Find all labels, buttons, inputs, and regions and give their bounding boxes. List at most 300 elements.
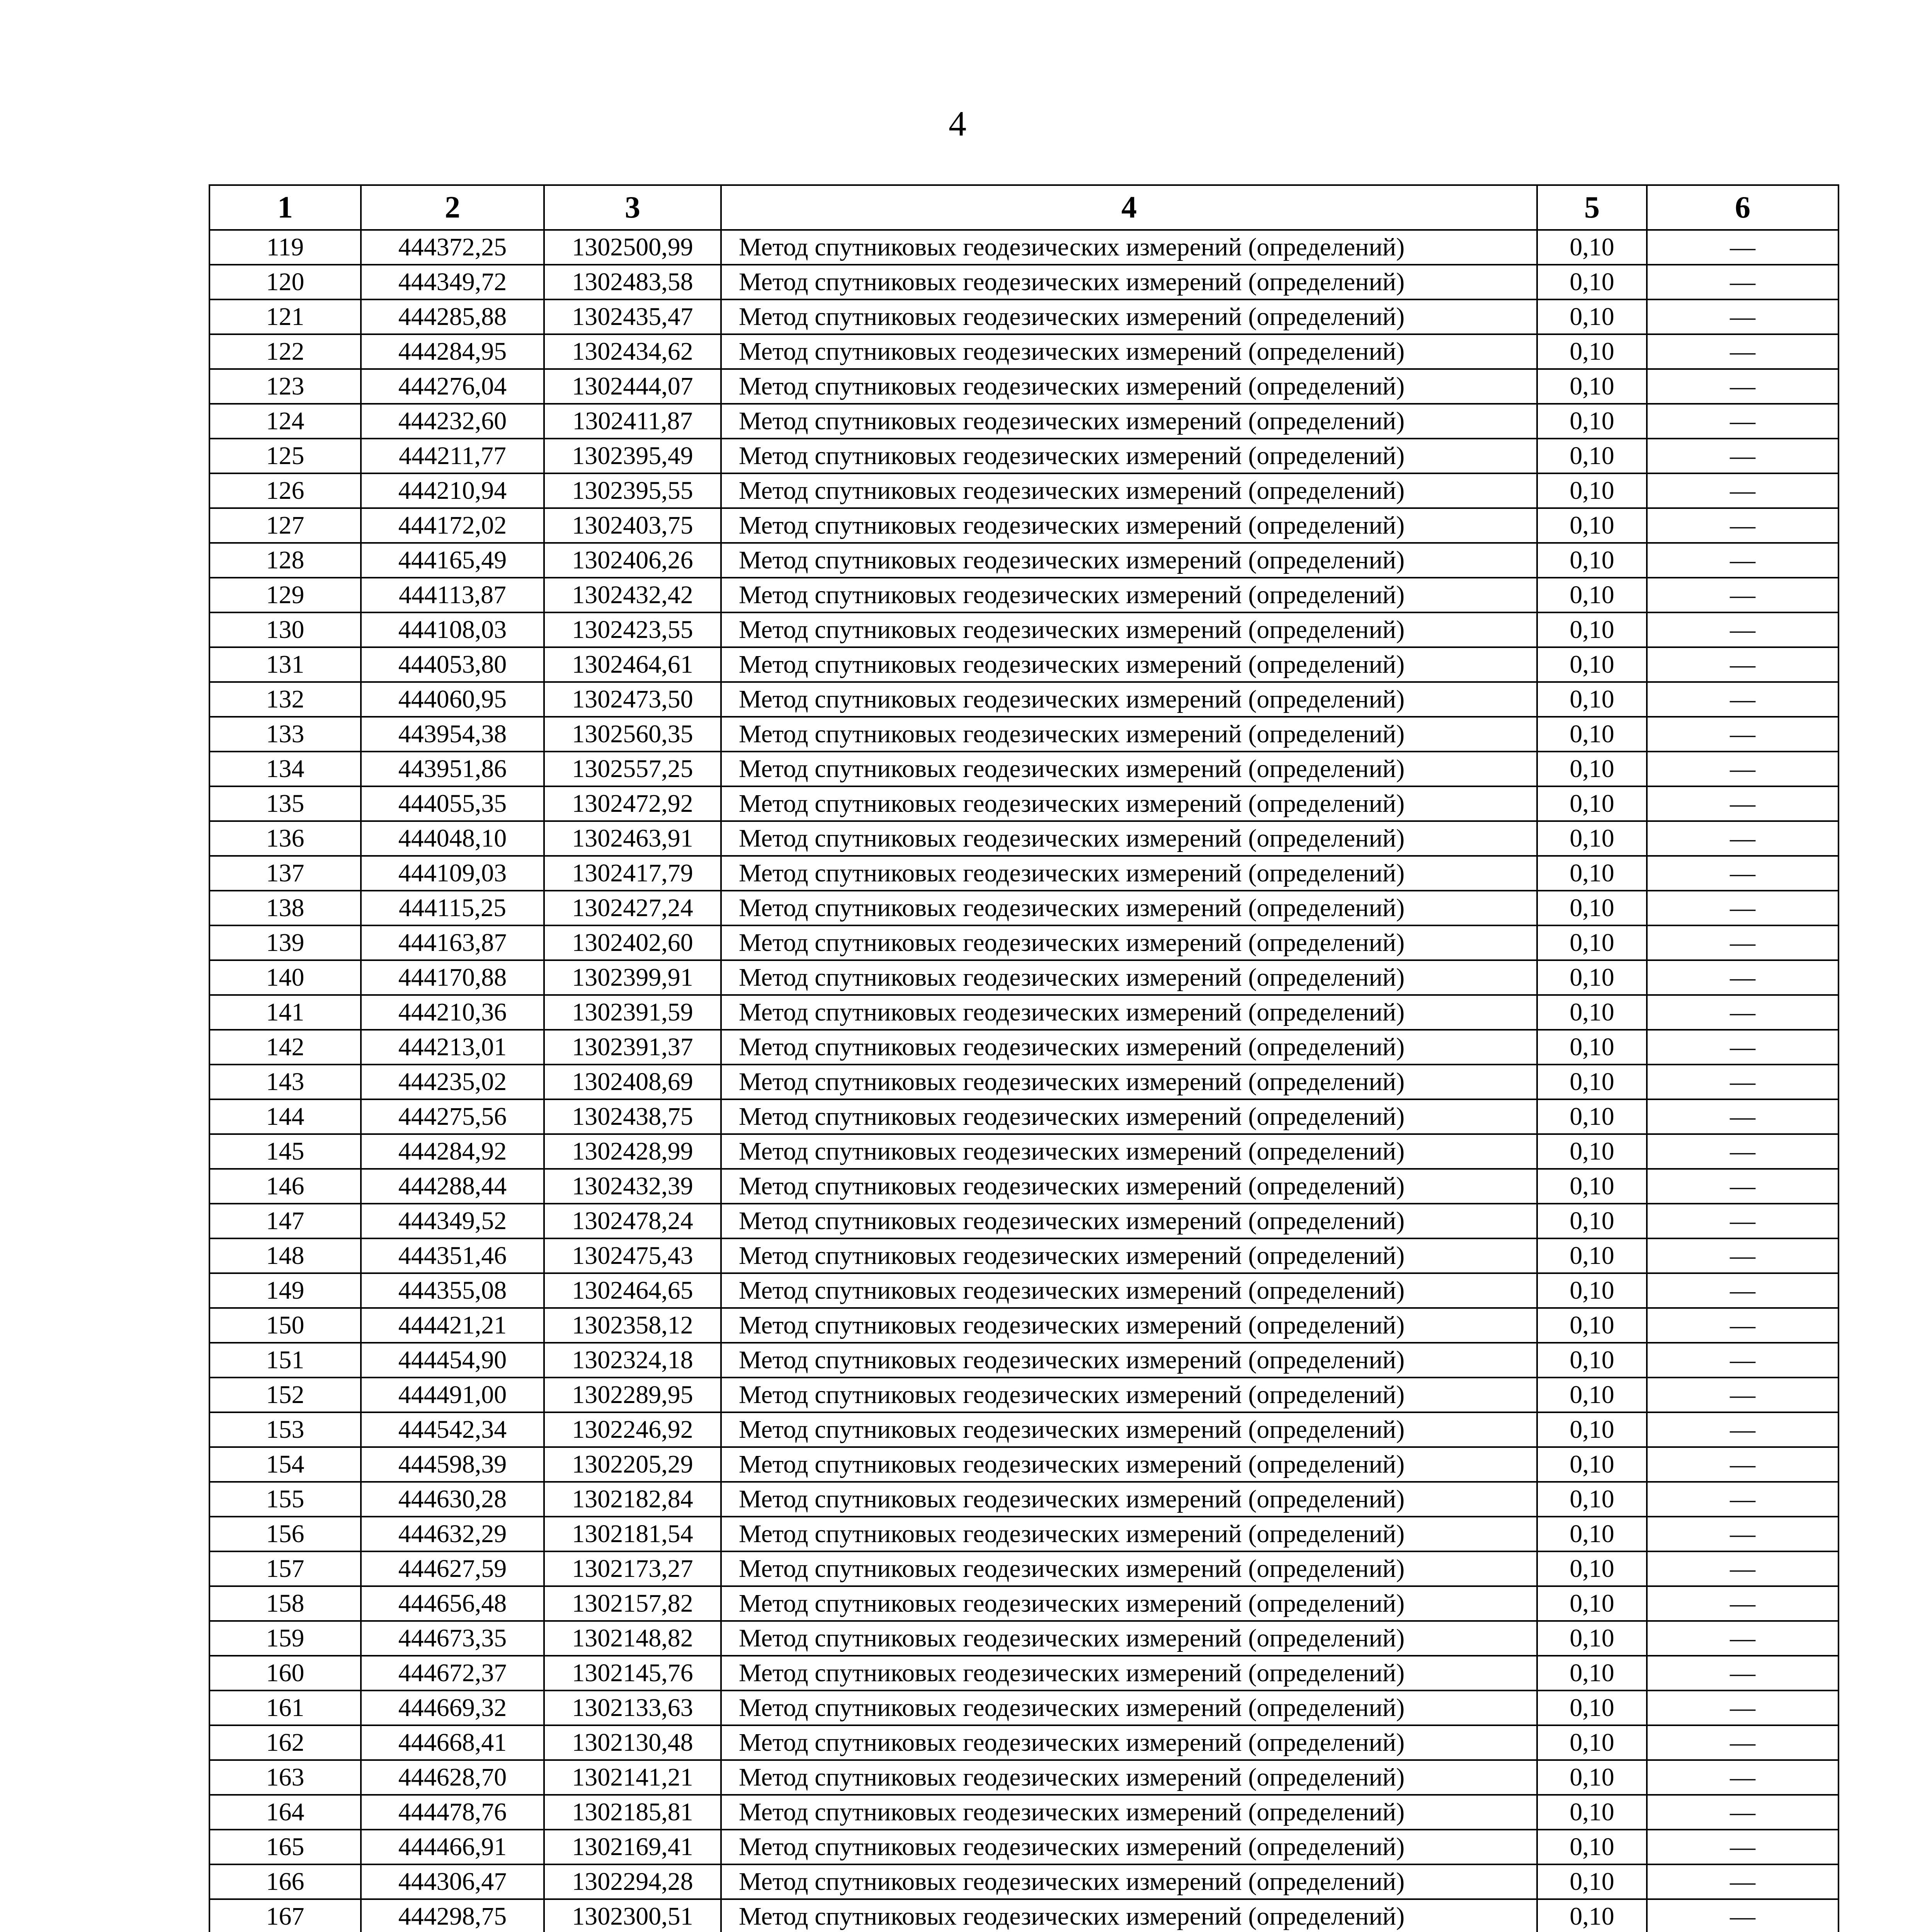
x-coordinate-cell: 444284,92 [361,1134,544,1169]
table-row [209,1447,1838,1482]
y-coordinate-cell: 1302391,59 [544,995,721,1030]
note-cell: — [1647,856,1838,891]
y-coordinate-cell: 1302182,84 [544,1482,721,1517]
method-cell: Метод спутниковых геодезических измерений (определений) [721,1447,1537,1482]
x-coordinate-cell: 444542,34 [361,1412,544,1447]
y-coordinate-cell: 1302173,27 [544,1551,721,1586]
accuracy-cell: 0,10 [1537,1134,1647,1169]
point-number-cell: 166 [209,1864,361,1899]
point-number-cell: 161 [209,1690,361,1725]
method-cell: Метод спутниковых геодезических измерений (определений) [721,925,1537,960]
table-row [209,1134,1838,1169]
column-header: 1 [209,185,361,230]
method-cell: Метод спутниковых геодезических измерений (определений) [721,1899,1537,1932]
note-cell: — [1647,1065,1838,1099]
accuracy-cell: 0,10 [1537,265,1647,299]
note-cell: — [1647,925,1838,960]
x-coordinate-cell: 444285,88 [361,299,544,334]
x-coordinate-cell: 444466,91 [361,1830,544,1864]
x-coordinate-cell: 444668,41 [361,1725,544,1760]
y-coordinate-cell: 1302475,43 [544,1238,721,1273]
method-cell: Метод спутниковых геодезических измерений (определений) [721,1795,1537,1830]
note-cell: — [1647,821,1838,856]
accuracy-cell: 0,10 [1537,1169,1647,1204]
method-cell: Метод спутниковых геодезических измерений (определений) [721,1690,1537,1725]
table-row [209,1517,1838,1551]
point-number-cell: 131 [209,647,361,682]
column-header: 2 [361,185,544,230]
x-coordinate-cell: 444298,75 [361,1899,544,1932]
point-number-cell: 150 [209,1308,361,1343]
x-coordinate-cell: 444210,36 [361,995,544,1030]
point-number-cell: 146 [209,1169,361,1204]
note-cell: — [1647,717,1838,752]
note-cell: — [1647,265,1838,299]
method-cell: Метод спутниковых геодезических измерений (определений) [721,1586,1537,1621]
point-number-cell: 141 [209,995,361,1030]
x-coordinate-cell: 444478,76 [361,1795,544,1830]
x-coordinate-cell: 444672,37 [361,1656,544,1690]
accuracy-cell: 0,10 [1537,1482,1647,1517]
table-row [209,856,1838,891]
x-coordinate-cell: 444053,80 [361,647,544,682]
x-coordinate-cell: 444491,00 [361,1378,544,1412]
method-cell: Метод спутниковых геодезических измерений (определений) [721,1517,1537,1551]
note-cell: — [1647,995,1838,1030]
x-coordinate-cell: 444109,03 [361,856,544,891]
table-row [209,230,1838,265]
method-cell: Метод спутниковых геодезических измерений (определений) [721,1099,1537,1134]
y-coordinate-cell: 1302423,55 [544,612,721,647]
y-coordinate-cell: 1302432,39 [544,1169,721,1204]
note-cell: — [1647,1656,1838,1690]
accuracy-cell: 0,10 [1537,995,1647,1030]
table-row [209,1690,1838,1725]
column-header: 6 [1647,185,1838,230]
point-number-cell: 149 [209,1273,361,1308]
x-coordinate-cell: 444630,28 [361,1482,544,1517]
point-number-cell: 144 [209,1099,361,1134]
x-coordinate-cell: 444454,90 [361,1343,544,1378]
table-row [209,1169,1838,1204]
x-coordinate-cell: 444060,95 [361,682,544,717]
point-number-cell: 124 [209,404,361,439]
point-number-cell: 159 [209,1621,361,1656]
note-cell: — [1647,647,1838,682]
note-cell: — [1647,1204,1838,1238]
x-coordinate-cell: 444372,25 [361,230,544,265]
accuracy-cell: 0,10 [1537,752,1647,786]
table-row [209,891,1838,925]
accuracy-cell: 0,10 [1537,1273,1647,1308]
column-header: 4 [721,185,1537,230]
note-cell: — [1647,1238,1838,1273]
note-cell: — [1647,334,1838,369]
note-cell: — [1647,1586,1838,1621]
page-number: 4 [949,104,966,143]
note-cell: — [1647,1690,1838,1725]
table-row [209,1273,1838,1308]
accuracy-cell: 0,10 [1537,612,1647,647]
table-row [209,647,1838,682]
table-row [209,717,1838,752]
point-number-cell: 156 [209,1517,361,1551]
table-header-row [209,185,1838,230]
point-number-cell: 160 [209,1656,361,1690]
accuracy-cell: 0,10 [1537,960,1647,995]
point-number-cell: 127 [209,508,361,543]
note-cell: — [1647,473,1838,508]
point-number-cell: 155 [209,1482,361,1517]
x-coordinate-cell: 444632,29 [361,1517,544,1551]
point-number-cell: 154 [209,1447,361,1482]
table-row [209,334,1838,369]
point-number-cell: 140 [209,960,361,995]
point-number-cell: 138 [209,891,361,925]
table-body [209,230,1838,1932]
y-coordinate-cell: 1302432,42 [544,578,721,612]
method-cell: Метод спутниковых геодезических измерений (определений) [721,1065,1537,1099]
accuracy-cell: 0,10 [1537,439,1647,473]
point-number-cell: 122 [209,334,361,369]
point-number-cell: 164 [209,1795,361,1830]
x-coordinate-cell: 444232,60 [361,404,544,439]
x-coordinate-cell: 444213,01 [361,1030,544,1065]
table-row [209,752,1838,786]
table-row [209,1412,1838,1447]
note-cell: — [1647,230,1838,265]
note-cell: — [1647,543,1838,578]
table-row [209,612,1838,647]
accuracy-cell: 0,10 [1537,1065,1647,1099]
accuracy-cell: 0,10 [1537,508,1647,543]
accuracy-cell: 0,10 [1537,717,1647,752]
note-cell: — [1647,299,1838,334]
note-cell: — [1647,682,1838,717]
y-coordinate-cell: 1302141,21 [544,1760,721,1795]
x-coordinate-cell: 444055,35 [361,786,544,821]
point-number-cell: 137 [209,856,361,891]
method-cell: Метод спутниковых геодезических измерений (определений) [721,1760,1537,1795]
x-coordinate-cell: 444165,49 [361,543,544,578]
note-cell: — [1647,1517,1838,1551]
accuracy-cell: 0,10 [1537,891,1647,925]
note-cell: — [1647,891,1838,925]
column-header: 5 [1537,185,1647,230]
point-number-cell: 143 [209,1065,361,1099]
x-coordinate-cell: 444627,59 [361,1551,544,1586]
accuracy-cell: 0,10 [1537,1343,1647,1378]
accuracy-cell: 0,10 [1537,1864,1647,1899]
point-number-cell: 119 [209,230,361,265]
table-row [209,1899,1838,1932]
table-row [209,821,1838,856]
table-row [209,995,1838,1030]
y-coordinate-cell: 1302181,54 [544,1517,721,1551]
accuracy-cell: 0,10 [1537,682,1647,717]
column-header: 3 [544,185,721,230]
method-cell: Метод спутниковых геодезических измерений (определений) [721,1273,1537,1308]
y-coordinate-cell: 1302463,91 [544,821,721,856]
y-coordinate-cell: 1302473,50 [544,682,721,717]
note-cell: — [1647,1760,1838,1795]
method-cell: Метод спутниковых геодезических измерений (определений) [721,265,1537,299]
point-number-cell: 151 [209,1343,361,1378]
accuracy-cell: 0,10 [1537,1830,1647,1864]
x-coordinate-cell: 444048,10 [361,821,544,856]
note-cell: — [1647,1169,1838,1204]
table-row [209,1482,1838,1517]
y-coordinate-cell: 1302483,58 [544,265,721,299]
point-number-cell: 153 [209,1412,361,1447]
table-row [209,1378,1838,1412]
accuracy-cell: 0,10 [1537,821,1647,856]
table-row [209,1238,1838,1273]
accuracy-cell: 0,10 [1537,1099,1647,1134]
x-coordinate-cell: 444235,02 [361,1065,544,1099]
table-row [209,960,1838,995]
method-cell: Метод спутниковых геодезических измерений (определений) [721,578,1537,612]
accuracy-cell: 0,10 [1537,543,1647,578]
point-number-cell: 157 [209,1551,361,1586]
point-number-cell: 136 [209,821,361,856]
accuracy-cell: 0,10 [1537,334,1647,369]
table-row [209,543,1838,578]
y-coordinate-cell: 1302444,07 [544,369,721,404]
method-cell: Метод спутниковых геодезических измерений (определений) [721,821,1537,856]
x-coordinate-cell: 444276,04 [361,369,544,404]
x-coordinate-cell: 444288,44 [361,1169,544,1204]
x-coordinate-cell: 444306,47 [361,1864,544,1899]
y-coordinate-cell: 1302411,87 [544,404,721,439]
point-number-cell: 145 [209,1134,361,1169]
point-number-cell: 135 [209,786,361,821]
table-row [209,1343,1838,1378]
method-cell: Метод спутниковых геодезических измерений (определений) [721,1725,1537,1760]
y-coordinate-cell: 1302294,28 [544,1864,721,1899]
table-row [209,1551,1838,1586]
method-cell: Метод спутниковых геодезических измерений (определений) [721,995,1537,1030]
note-cell: — [1647,1551,1838,1586]
method-cell: Метод спутниковых геодезических измерений (определений) [721,1412,1537,1447]
accuracy-cell: 0,10 [1537,1899,1647,1932]
method-cell: Метод спутниковых геодезических измерений (определений) [721,1864,1537,1899]
note-cell: — [1647,1273,1838,1308]
x-coordinate-cell: 444170,88 [361,960,544,995]
method-cell: Метод спутниковых геодезических измерений (определений) [721,1656,1537,1690]
note-cell: — [1647,1134,1838,1169]
y-coordinate-cell: 1302358,12 [544,1308,721,1343]
y-coordinate-cell: 1302133,63 [544,1690,721,1725]
table-row [209,1830,1838,1864]
method-cell: Метод спутниковых геодезических измерений (определений) [721,508,1537,543]
accuracy-cell: 0,10 [1537,647,1647,682]
note-cell: — [1647,369,1838,404]
point-number-cell: 163 [209,1760,361,1795]
note-cell: — [1647,960,1838,995]
x-coordinate-cell: 444275,56 [361,1099,544,1134]
x-coordinate-cell: 444210,94 [361,473,544,508]
table-row [209,1065,1838,1099]
x-coordinate-cell: 444284,95 [361,334,544,369]
method-cell: Метод спутниковых геодезических измерений (определений) [721,473,1537,508]
accuracy-cell: 0,10 [1537,1621,1647,1656]
accuracy-cell: 0,10 [1537,925,1647,960]
accuracy-cell: 0,10 [1537,1447,1647,1482]
table-row [209,1030,1838,1065]
x-coordinate-cell: 444673,35 [361,1621,544,1656]
table-row [209,508,1838,543]
method-cell: Метод спутниковых геодезических измерений (определений) [721,1169,1537,1204]
table-row [209,439,1838,473]
table-row [209,1621,1838,1656]
y-coordinate-cell: 1302438,75 [544,1099,721,1134]
method-cell: Метод спутниковых геодезических измерений (определений) [721,682,1537,717]
x-coordinate-cell: 444349,72 [361,265,544,299]
accuracy-cell: 0,10 [1537,1238,1647,1273]
point-number-cell: 125 [209,439,361,473]
accuracy-cell: 0,10 [1537,404,1647,439]
method-cell: Метод спутниковых геодезических измерений (определений) [721,752,1537,786]
note-cell: — [1647,508,1838,543]
method-cell: Метод спутниковых геодезических измерений (определений) [721,369,1537,404]
y-coordinate-cell: 1302157,82 [544,1586,721,1621]
accuracy-cell: 0,10 [1537,473,1647,508]
note-cell: — [1647,439,1838,473]
accuracy-cell: 0,10 [1537,1308,1647,1343]
table-row [209,404,1838,439]
x-coordinate-cell: 444598,39 [361,1447,544,1482]
note-cell: — [1647,1447,1838,1482]
y-coordinate-cell: 1302205,29 [544,1447,721,1482]
y-coordinate-cell: 1302148,82 [544,1621,721,1656]
x-coordinate-cell: 444163,87 [361,925,544,960]
y-coordinate-cell: 1302478,24 [544,1204,721,1238]
method-cell: Метод спутниковых геодезических измерений (определений) [721,299,1537,334]
table-row [209,1725,1838,1760]
table-row [209,369,1838,404]
y-coordinate-cell: 1302130,48 [544,1725,721,1760]
y-coordinate-cell: 1302557,25 [544,752,721,786]
x-coordinate-cell: 444355,08 [361,1273,544,1308]
y-coordinate-cell: 1302434,62 [544,334,721,369]
x-coordinate-cell: 444172,02 [361,508,544,543]
table-row [209,1308,1838,1343]
x-coordinate-cell: 444669,32 [361,1690,544,1725]
point-number-cell: 147 [209,1204,361,1238]
y-coordinate-cell: 1302169,41 [544,1830,721,1864]
x-coordinate-cell: 444211,77 [361,439,544,473]
method-cell: Метод спутниковых геодезических измерений (определений) [721,439,1537,473]
note-cell: — [1647,1899,1838,1932]
y-coordinate-cell: 1302289,95 [544,1378,721,1412]
coordinates-table [209,184,1839,1932]
table-row [209,473,1838,508]
y-coordinate-cell: 1302391,37 [544,1030,721,1065]
y-coordinate-cell: 1302399,91 [544,960,721,995]
table-row [209,1760,1838,1795]
y-coordinate-cell: 1302406,26 [544,543,721,578]
accuracy-cell: 0,10 [1537,1656,1647,1690]
note-cell: — [1647,1795,1838,1830]
note-cell: — [1647,1099,1838,1134]
method-cell: Метод спутниковых геодезических измерений (определений) [721,1621,1537,1656]
method-cell: Метод спутниковых геодезических измерений (определений) [721,717,1537,752]
y-coordinate-cell: 1302408,69 [544,1065,721,1099]
note-cell: — [1647,404,1838,439]
accuracy-cell: 0,10 [1537,1517,1647,1551]
y-coordinate-cell: 1302145,76 [544,1656,721,1690]
table-row [209,1656,1838,1690]
method-cell: Метод спутниковых геодезических измерений (определений) [721,404,1537,439]
note-cell: — [1647,1308,1838,1343]
note-cell: — [1647,786,1838,821]
x-coordinate-cell: 444349,52 [361,1204,544,1238]
accuracy-cell: 0,10 [1537,1204,1647,1238]
x-coordinate-cell: 444113,87 [361,578,544,612]
point-number-cell: 167 [209,1899,361,1932]
accuracy-cell: 0,10 [1537,1725,1647,1760]
method-cell: Метод спутниковых геодезических измерений (определений) [721,960,1537,995]
note-cell: — [1647,1482,1838,1517]
note-cell: — [1647,1030,1838,1065]
point-number-cell: 152 [209,1378,361,1412]
table-row [209,299,1838,334]
table-row [209,925,1838,960]
note-cell: — [1647,578,1838,612]
y-coordinate-cell: 1302428,99 [544,1134,721,1169]
method-cell: Метод спутниковых геодезических измерений (определений) [721,647,1537,682]
y-coordinate-cell: 1302402,60 [544,925,721,960]
y-coordinate-cell: 1302417,79 [544,856,721,891]
point-number-cell: 130 [209,612,361,647]
point-number-cell: 134 [209,752,361,786]
method-cell: Метод спутниковых геодезических измерений (определений) [721,891,1537,925]
table-row [209,1204,1838,1238]
point-number-cell: 129 [209,578,361,612]
method-cell: Метод спутниковых геодезических измерений (определений) [721,1378,1537,1412]
note-cell: — [1647,752,1838,786]
point-number-cell: 121 [209,299,361,334]
table-row [209,265,1838,299]
method-cell: Метод спутниковых геодезических измерений (определений) [721,1343,1537,1378]
table-row [209,1099,1838,1134]
y-coordinate-cell: 1302403,75 [544,508,721,543]
y-coordinate-cell: 1302472,92 [544,786,721,821]
point-number-cell: 162 [209,1725,361,1760]
point-number-cell: 148 [209,1238,361,1273]
x-coordinate-cell: 444656,48 [361,1586,544,1621]
note-cell: — [1647,1621,1838,1656]
method-cell: Метод спутниковых геодезических измерений (определений) [721,1551,1537,1586]
note-cell: — [1647,1830,1838,1864]
point-number-cell: 158 [209,1586,361,1621]
accuracy-cell: 0,10 [1537,578,1647,612]
accuracy-cell: 0,10 [1537,1551,1647,1586]
accuracy-cell: 0,10 [1537,1378,1647,1412]
y-coordinate-cell: 1302464,61 [544,647,721,682]
table-row [209,1795,1838,1830]
y-coordinate-cell: 1302500,99 [544,230,721,265]
table-row [209,1864,1838,1899]
point-number-cell: 126 [209,473,361,508]
method-cell: Метод спутниковых геодезических измерений (определений) [721,786,1537,821]
accuracy-cell: 0,10 [1537,856,1647,891]
method-cell: Метод спутниковых геодезических измерений (определений) [721,1830,1537,1864]
point-number-cell: 128 [209,543,361,578]
x-coordinate-cell: 444628,70 [361,1760,544,1795]
x-coordinate-cell: 444351,46 [361,1238,544,1273]
